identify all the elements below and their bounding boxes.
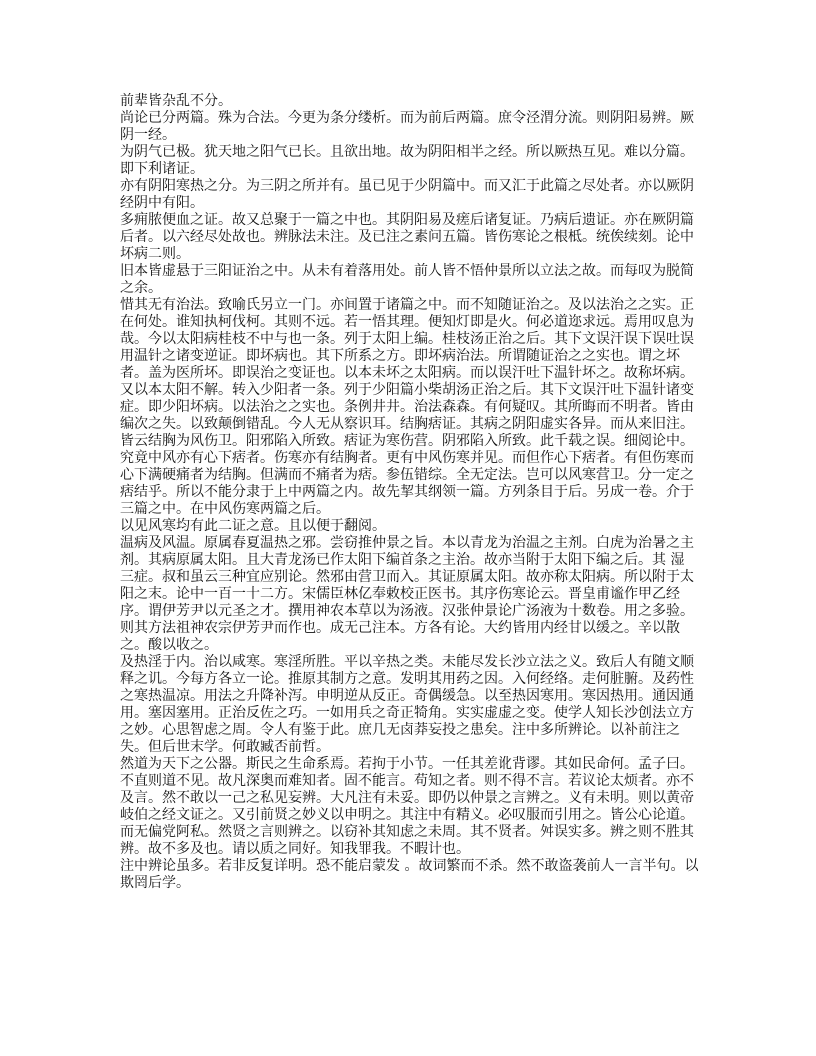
paragraph: 为阴气已极。犹天地之阳气已长。且欲出地。故为阴阳相半之经。所以厥热互见。难以分篇。即下利诸证。 [120, 144, 694, 177]
paragraph: 惜其无有治法。致喻氏另立一门。亦间置于诸篇之中。而不知随证治之。及以法治之之实。正在何处。谁知执柯伐柯。其则不远。若一悟其理。便知灯即是火。何必道迩求远。焉用叹息为哉。今以太阳病桂枝不中与也一条。列于太阳上编。桂枝汤正治之后。其下文误汗误下误吐误用温针之诸变逆证。即坏病也。其下所系之方。即坏病治法。所谓随证治之之实也。谓之坏者。盖为医所坏。即误治之变证也。以本未坏之太阳病。而以误汗吐下温针坏之。故称坏病。又以本太阳不解。转入少阳者一条。列于少阳篇小柴胡汤正治之后。其下文误汗吐下温针诸变症。即少阳坏病。以法治之之实也。条例井井。治法森森。有何疑叹。其所晦而不明者。皆由编次之失。以致颠倒错乱。今人无从察识耳。结胸痞证。其病之阴阳虚实各异。而从来旧注。皆云结胸为风伤卫。阳邪陷入所致。痞证为寒伤营。阴邪陷入所致。此千载之误。细阅论中。究竟中风亦有心下痞者。伤寒亦有结胸者。更有中风伤寒并见。而但作心下痞者。有但伤寒而心下满硬痛者为结胸。但满而不痛者为痞。参伍错综。全无定法。岂可以风寒营卫。分一定之痞结乎。所以不能分隶于上中两篇之内。故先挈其纲领一篇。方列条目于后。另成一卷。介于三篇之中。在中风伤寒两篇之后。 [120, 297, 694, 517]
paragraph: 多痈脓便血之证。故又总聚于一篇之中也。其阴阳易及瘥后诸复证。乃病后遗证。亦在厥阴篇后者。以六经尽处故也。辨脉法未注。及已注之素问五篇。皆伤寒论之根柢。统俟续刻。论中坏病二则。 [120, 212, 694, 262]
paragraph: 温病及风温。原属春夏温热之邪。尝窃推仲景之旨。本以青龙为治温之主剂。白虎为治暑之主剂。其病原属太阳。且大青龙汤已作太阳下编首条之主治。故亦当附于太阳下编之后。其 湿 三症。叔和虽云三种宜应别论。然邪由营卫而入。其证原属太阳。故亦称太阳病。所以附于太阳之末。论中一百一十二方。宋儒臣林亿奉敕校正医书。其序伤寒论云。晋皇甫谧作甲乙经序。谓伊芳尹以元圣之才。撰用神农本草以为汤液。汉张仲景论广汤液为十数卷。用之多验。则其方法祖神农宗伊芳尹而作也。成无己注本。方各有论。大约皆用内经甘以缓之。辛以散之。酸以收之。 [120, 535, 694, 653]
paragraph: 然道为天下之公器。斯民之生命系焉。若拘于小节。一任其差讹背谬。其如民命何。孟子曰。不直则道不见。故凡深奥而难知者。固不能言。苟知之者。则不得不言。若议论太烦者。亦不及言。然不敢以一己之私见妄辨。大凡注有未妥。即仍以仲景之言辨之。义有未明。则以黄帝岐伯之经文证之。又引前贤之妙义以申明之。其注中有精义。必叹服而引用之。皆公心论道。而无偏党阿私。然贤之言则辨之。以窃补其知虑之未周。其不贤者。舛误实多。辨之则不胜其辨。故不多及也。请以质之同好。知我罪我。不暇计也。 [120, 756, 694, 857]
document-body [120, 93, 700, 892]
paragraph: 以见风寒均有此二证之意。且以便于翻阅。 [120, 518, 386, 534]
paragraph: 旧本皆虚悬于三阳证治之中。从未有着落用处。前人皆不悟仲景所以立法之故。而每叹为脱简之余。 [120, 263, 694, 296]
paragraph: 亦有阴阳寒热之分。为三阴之所并有。虽已见于少阴篇中。而又汇于此篇之尽处者。亦以厥阴经阴中有阳。 [120, 178, 694, 211]
paragraph: 前辈皆杂乱不分。 [120, 93, 232, 109]
paragraph: 及热淫于内。治以咸寒。寒淫所胜。平以辛热之类。未能尽发长沙立法之义。致后人有随文顺释之讥。今每方各立一论。推原其制方之意。发明其用药之因。入何经络。走何脏腑。及药性之寒热温凉。用法之升降补泻。申明逆从反正。奇偶缓急。以至热因寒用。寒因热用。通因通用。塞因塞用。正治反佐之巧。一如用兵之奇正犄角。实实虚虚之变。使学人知长沙创法立方之妙。心思智虑之周。令人有鉴于此。庶几无卤莽妄投之患矣。注中多所辨论。以补前注之失。但后世末学。何敢臧否前哲。 [120, 654, 694, 755]
paragraph: 尚论已分两篇。殊为合法。今更为条分缕析。而为前后两篇。庶令泾渭分流。则阴阳易辨。厥阴一经。 [120, 110, 694, 143]
paragraph: 注中辨论虽多。若非反复详明。恐不能启蒙发 。故词繁而不杀。然不敢盗袭前人一言半句。以欺罔后学。 [120, 858, 699, 891]
